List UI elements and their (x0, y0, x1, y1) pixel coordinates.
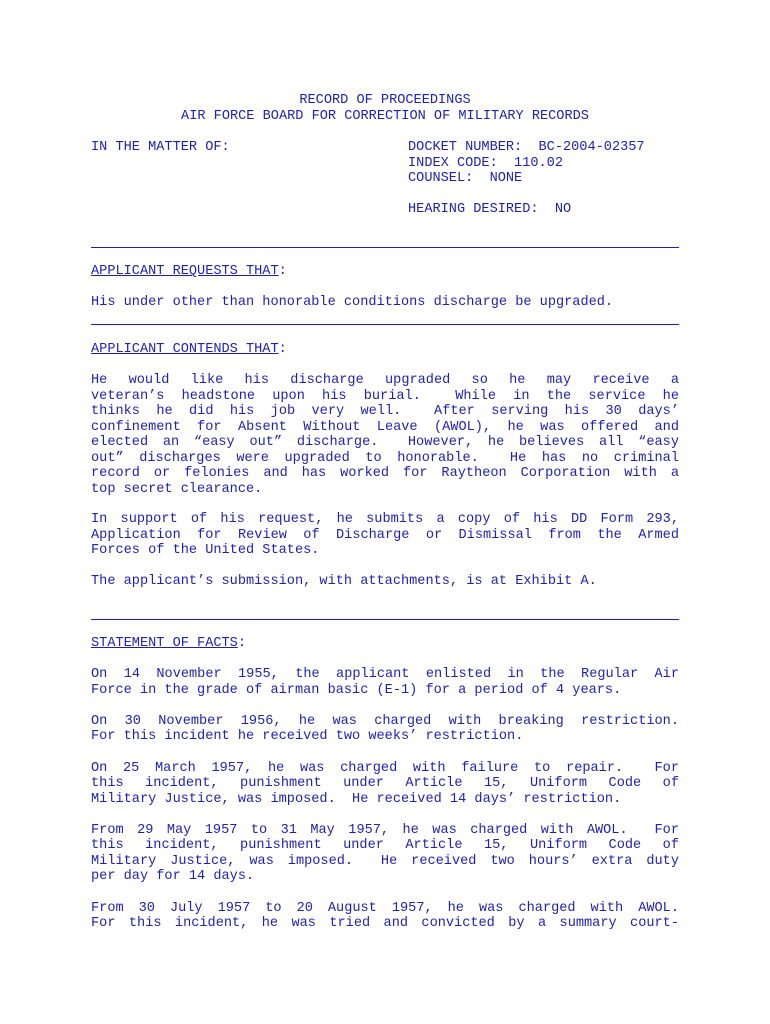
matter-label: IN THE MATTER OF: (91, 140, 230, 155)
contends-heading-line: APPLICANT CONTENDS THAT: (91, 342, 287, 357)
facts-heading: STATEMENT OF FACTS (91, 636, 238, 651)
paragraph-line: Military Justice, was imposed. He received two hours’ extra duty (91, 853, 679, 869)
section-divider (91, 619, 679, 620)
requests-text: His under other than honorable conditions discharge be upgraded. (91, 295, 614, 310)
paragraph-line: In support of his request, he submits a copy of his DD Form 293, (91, 512, 679, 527)
paragraph-line: Forces of the United States. (91, 543, 320, 558)
index-code: INDEX CODE: 110.02 (408, 155, 563, 171)
counsel: COUNSEL: NONE (408, 171, 523, 186)
paragraph-line: The applicant’s submission, with attachments, is at Exhibit A. (91, 574, 597, 589)
paragraph-line: this incident, punishment under Article 15, Uniform Code of (91, 838, 679, 853)
paragraph-line: For this incident, he was tried and convicted by a summary court- (91, 916, 679, 931)
paragraph-line: On 14 November 1955, the applicant enlisted in the Regular Air (91, 667, 679, 682)
paragraph-line: Force in the grade of airman basic (E-1) for a period of 4 years. (91, 682, 622, 698)
paragraph-line: Application for Review of Discharge or Dismissal from the Armed (91, 527, 679, 543)
paragraph-line: On 25 March 1957, he was charged with failure to repair. For (91, 760, 679, 776)
requests-heading: APPLICANT REQUESTS THAT (91, 264, 279, 279)
section-divider (91, 324, 679, 325)
paragraph-line: For this incident he received two weeks’ restriction. (91, 729, 524, 744)
paragraph-line: elected an “easy out” discharge. However, he believes all “easy (91, 435, 679, 450)
paragraph-line: record or felonies and has worked for Raytheon Corporation with a (91, 466, 679, 481)
paragraph-line: He would like his discharge upgraded so he may receive a (91, 373, 679, 388)
paragraph-line: this incident, punishment under Article 15, Uniform Code of (91, 776, 679, 791)
hearing-desired: HEARING DESIRED: NO (408, 202, 572, 217)
paragraph-line: veteran’s headstone upon his burial. While in the service he (91, 388, 679, 404)
paragraph-line: top secret clearance. (91, 481, 263, 497)
doc-title: RECORD OF PROCEEDINGS (299, 93, 471, 108)
doc-subtitle: AIR FORCE BOARD FOR CORRECTION OF MILITARY RECORDS (181, 108, 589, 124)
facts-heading-line: STATEMENT OF FACTS: (91, 636, 247, 651)
docket-number: DOCKET NUMBER: BC-2004-02357 (408, 140, 645, 155)
paragraph-line: Military Justice, was imposed. He received 14 days’ restriction. (91, 791, 622, 807)
paragraph-line: thinks he did his job very well. After serving his 30 days’ (91, 404, 679, 419)
paragraph-line: per day for 14 days. (91, 869, 255, 884)
paragraph-line: From 29 May 1957 to 31 May 1957, he was charged with AWOL. For (91, 822, 679, 838)
paragraph-line: From 30 July 1957 to 20 August 1957, he was charged with AWOL. (91, 900, 679, 916)
requests-heading-line: APPLICANT REQUESTS THAT: (91, 264, 287, 279)
section-divider (91, 247, 679, 248)
paragraph-line: On 30 November 1956, he was charged with breaking restriction. (91, 713, 679, 729)
paragraph-line: confinement for Absent Without Leave (AWOL), he was offered and (91, 419, 679, 435)
contends-heading: APPLICANT CONTENDS THAT (91, 342, 279, 357)
paragraph-line: out” discharges were upgraded to honorable. He has no criminal (91, 450, 679, 466)
